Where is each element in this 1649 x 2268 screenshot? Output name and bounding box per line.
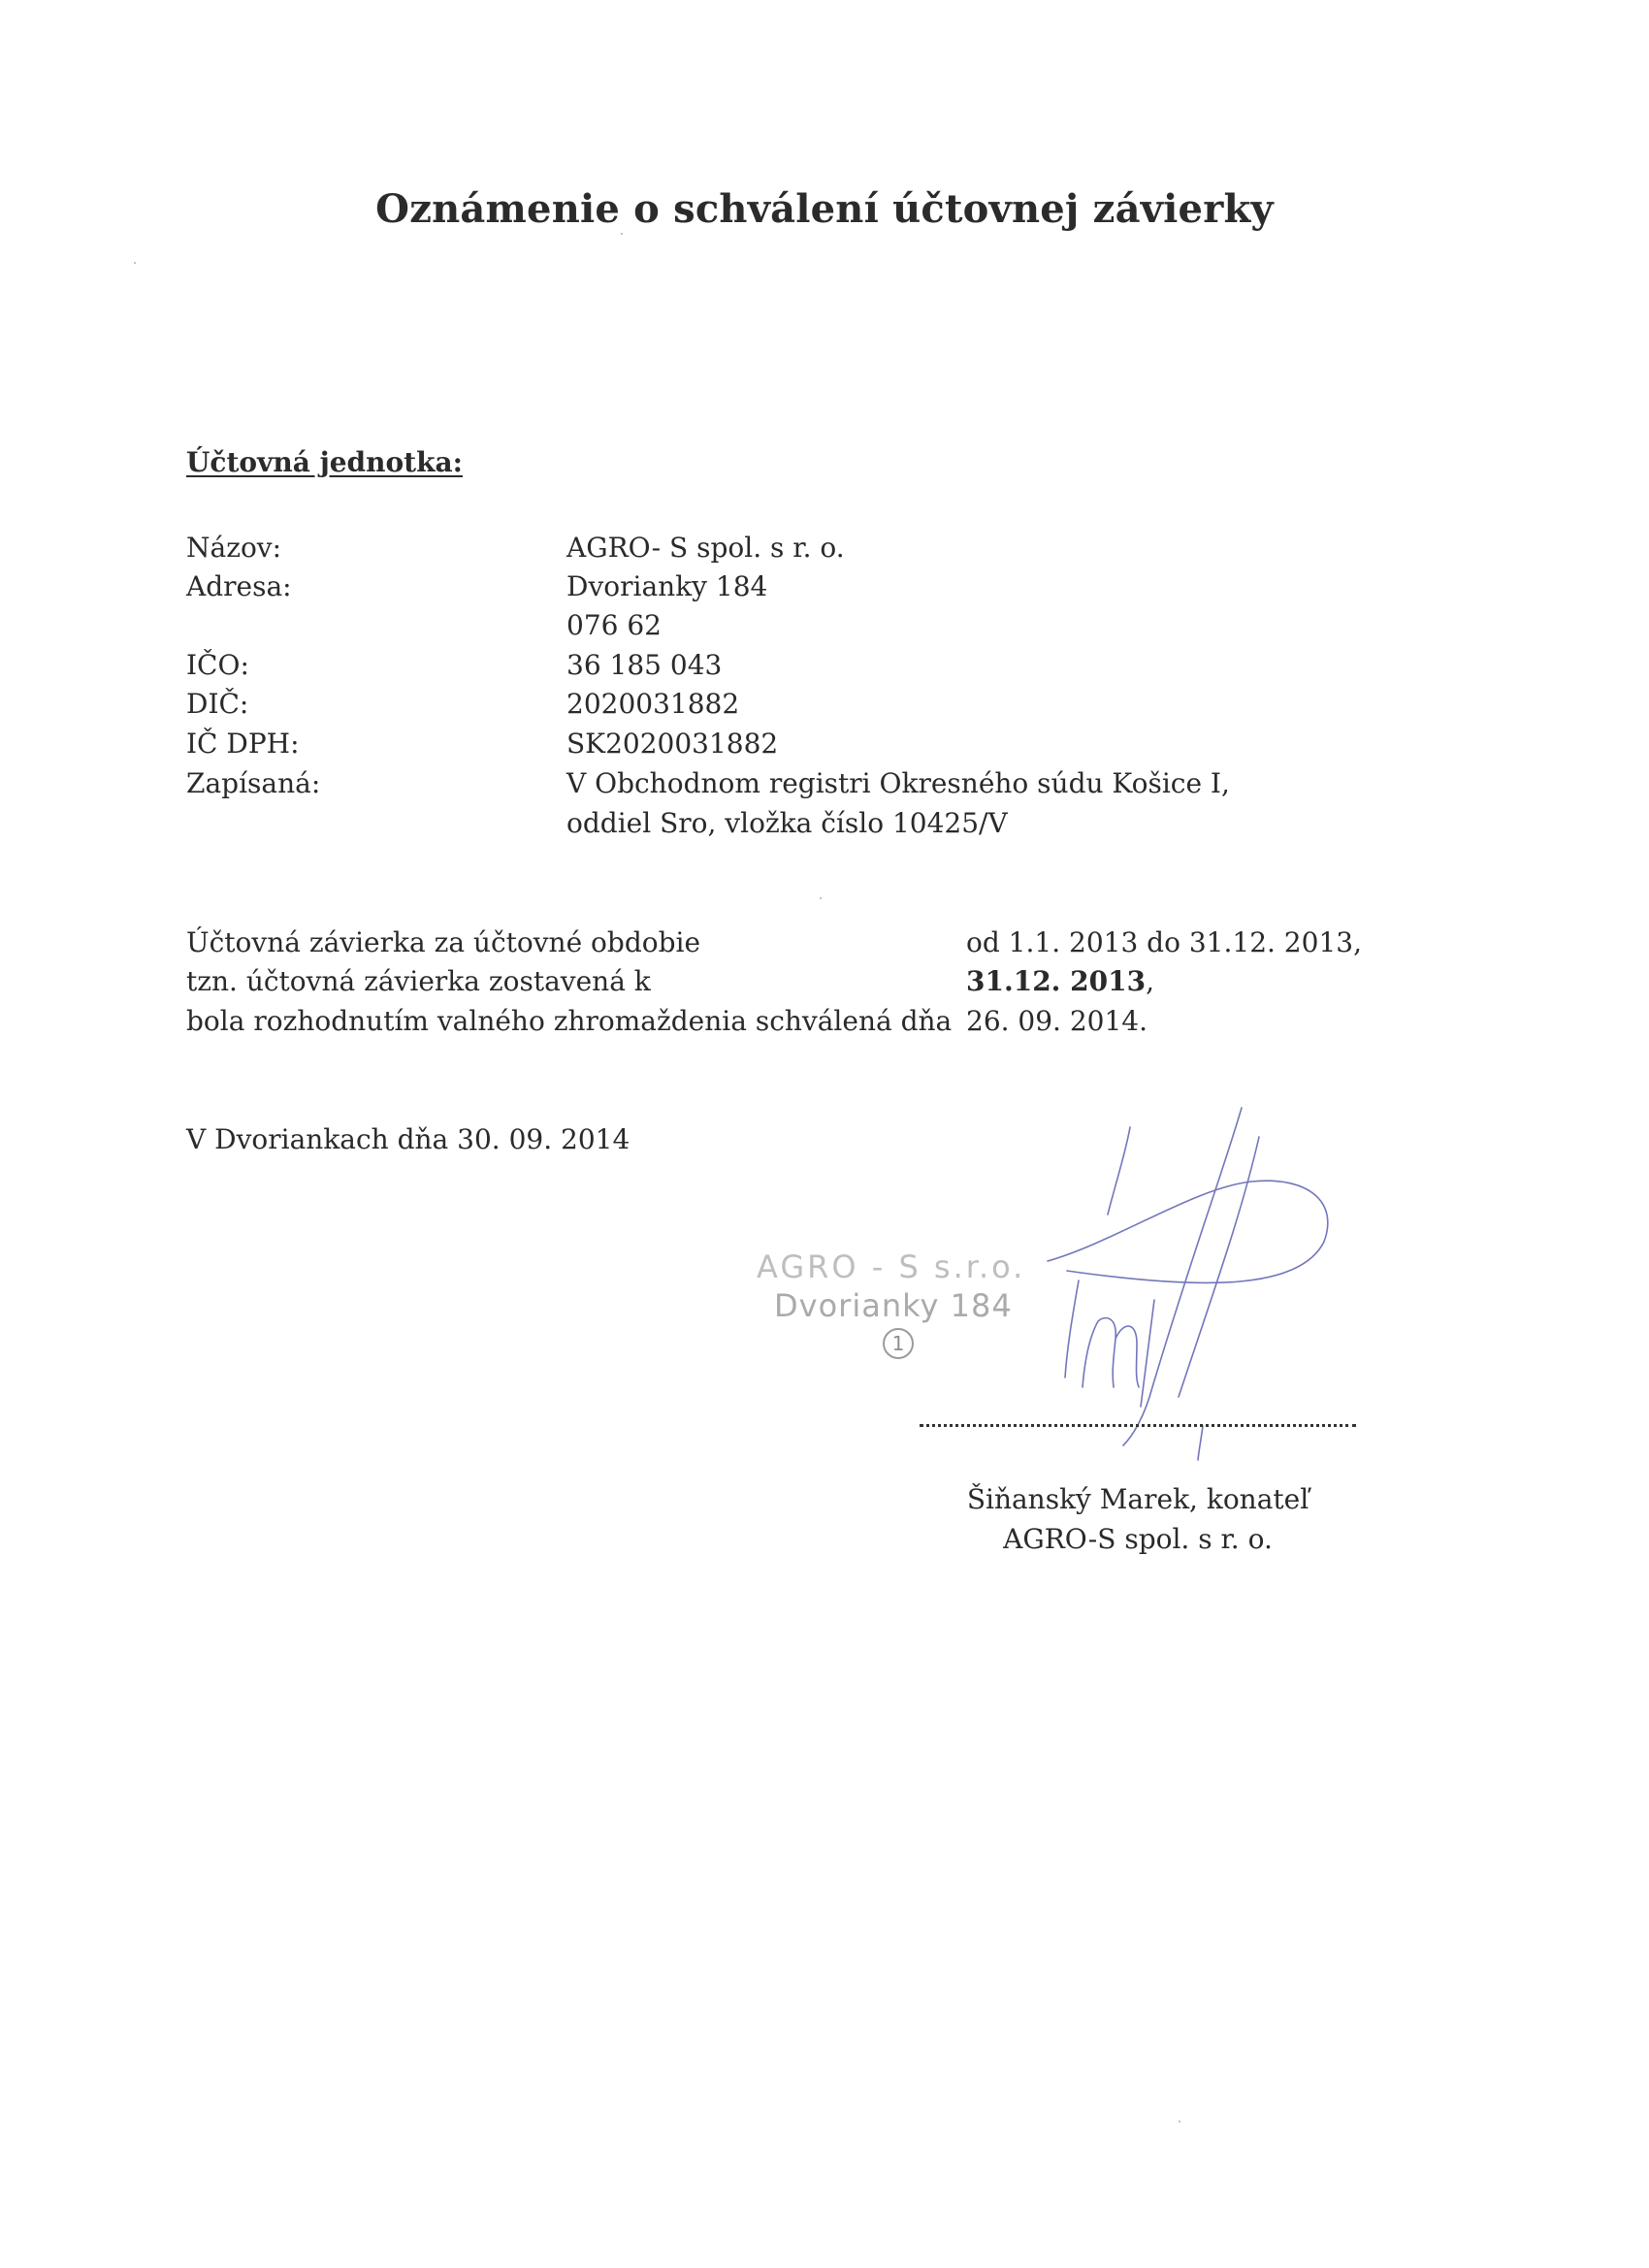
signatory-company: AGRO-S spol. s r. o. (1003, 1523, 1273, 1555)
summary-label: Účtovná závierka za účtovné obdobie (186, 926, 701, 958)
summary-row-closing-date (0, 962, 1649, 1001)
field-label: IČO: (186, 649, 249, 681)
closing-date-suffix: , (1146, 965, 1155, 997)
field-row-ic-dph (0, 725, 1649, 763)
closing-date-bold: 31.12. 2013 (966, 965, 1147, 997)
scan-speck (1179, 2121, 1180, 2122)
stamp-line-company: AGRO - S s.r.o. (757, 1248, 1026, 1285)
field-row-registered-cont (0, 804, 1649, 843)
field-label: DIČ: (186, 688, 249, 720)
scan-speck (621, 233, 623, 235)
field-row-address (0, 567, 1649, 606)
field-value: AGRO- S spol. s r. o. (566, 532, 845, 564)
summary-value: 26. 09. 2014. (966, 1005, 1148, 1037)
field-label: Adresa: (186, 570, 292, 602)
signatory-name: Šiňanský Marek, konateľ (966, 1483, 1310, 1515)
summary-value-group (966, 962, 1154, 1001)
summary-label: bola rozhodnutím valného zhromaždenia schválená dňa (186, 1005, 953, 1037)
field-value: oddiel Sro, vložka číslo 10425/V (566, 807, 1008, 839)
scan-speck (134, 262, 136, 264)
entity-heading: Účtovná jednotka: (186, 446, 463, 478)
field-value: SK2020031882 (566, 728, 779, 760)
field-row-ico (0, 646, 1649, 685)
summary-row-period (0, 923, 1649, 962)
handwritten-signature (1009, 1096, 1358, 1465)
signature-line (920, 1424, 1356, 1427)
field-row-name (0, 529, 1649, 567)
field-value: 36 185 043 (566, 649, 723, 681)
field-value: 2020031882 (566, 688, 740, 720)
field-label: Názov: (186, 532, 282, 564)
field-value: 076 62 (566, 609, 662, 641)
field-row-registered (0, 764, 1649, 803)
summary-row-approval (0, 1002, 1649, 1041)
scan-speck (820, 897, 822, 899)
field-value: V Obchodnom registri Okresného súdu Košice I, (566, 767, 1230, 799)
stamp-line-address: Dvorianky 184 (774, 1287, 1013, 1324)
summary-value: od 1.1. 2013 do 31.12. 2013, (966, 926, 1362, 958)
field-value: Dvorianky 184 (566, 570, 768, 602)
document-title: Oznámenie o schválení účtovnej závierky (375, 186, 1274, 232)
place-and-date: V Dvoriankach dňa 30. 09. 2014 (186, 1123, 630, 1155)
field-row-postcode (0, 606, 1649, 645)
field-label: Zapísaná: (186, 767, 321, 799)
field-row-dic (0, 685, 1649, 724)
stamp-number: 1 (883, 1328, 914, 1359)
field-label: IČ DPH: (186, 728, 300, 760)
summary-label: tzn. účtovná závierka zostavená k (186, 965, 651, 997)
